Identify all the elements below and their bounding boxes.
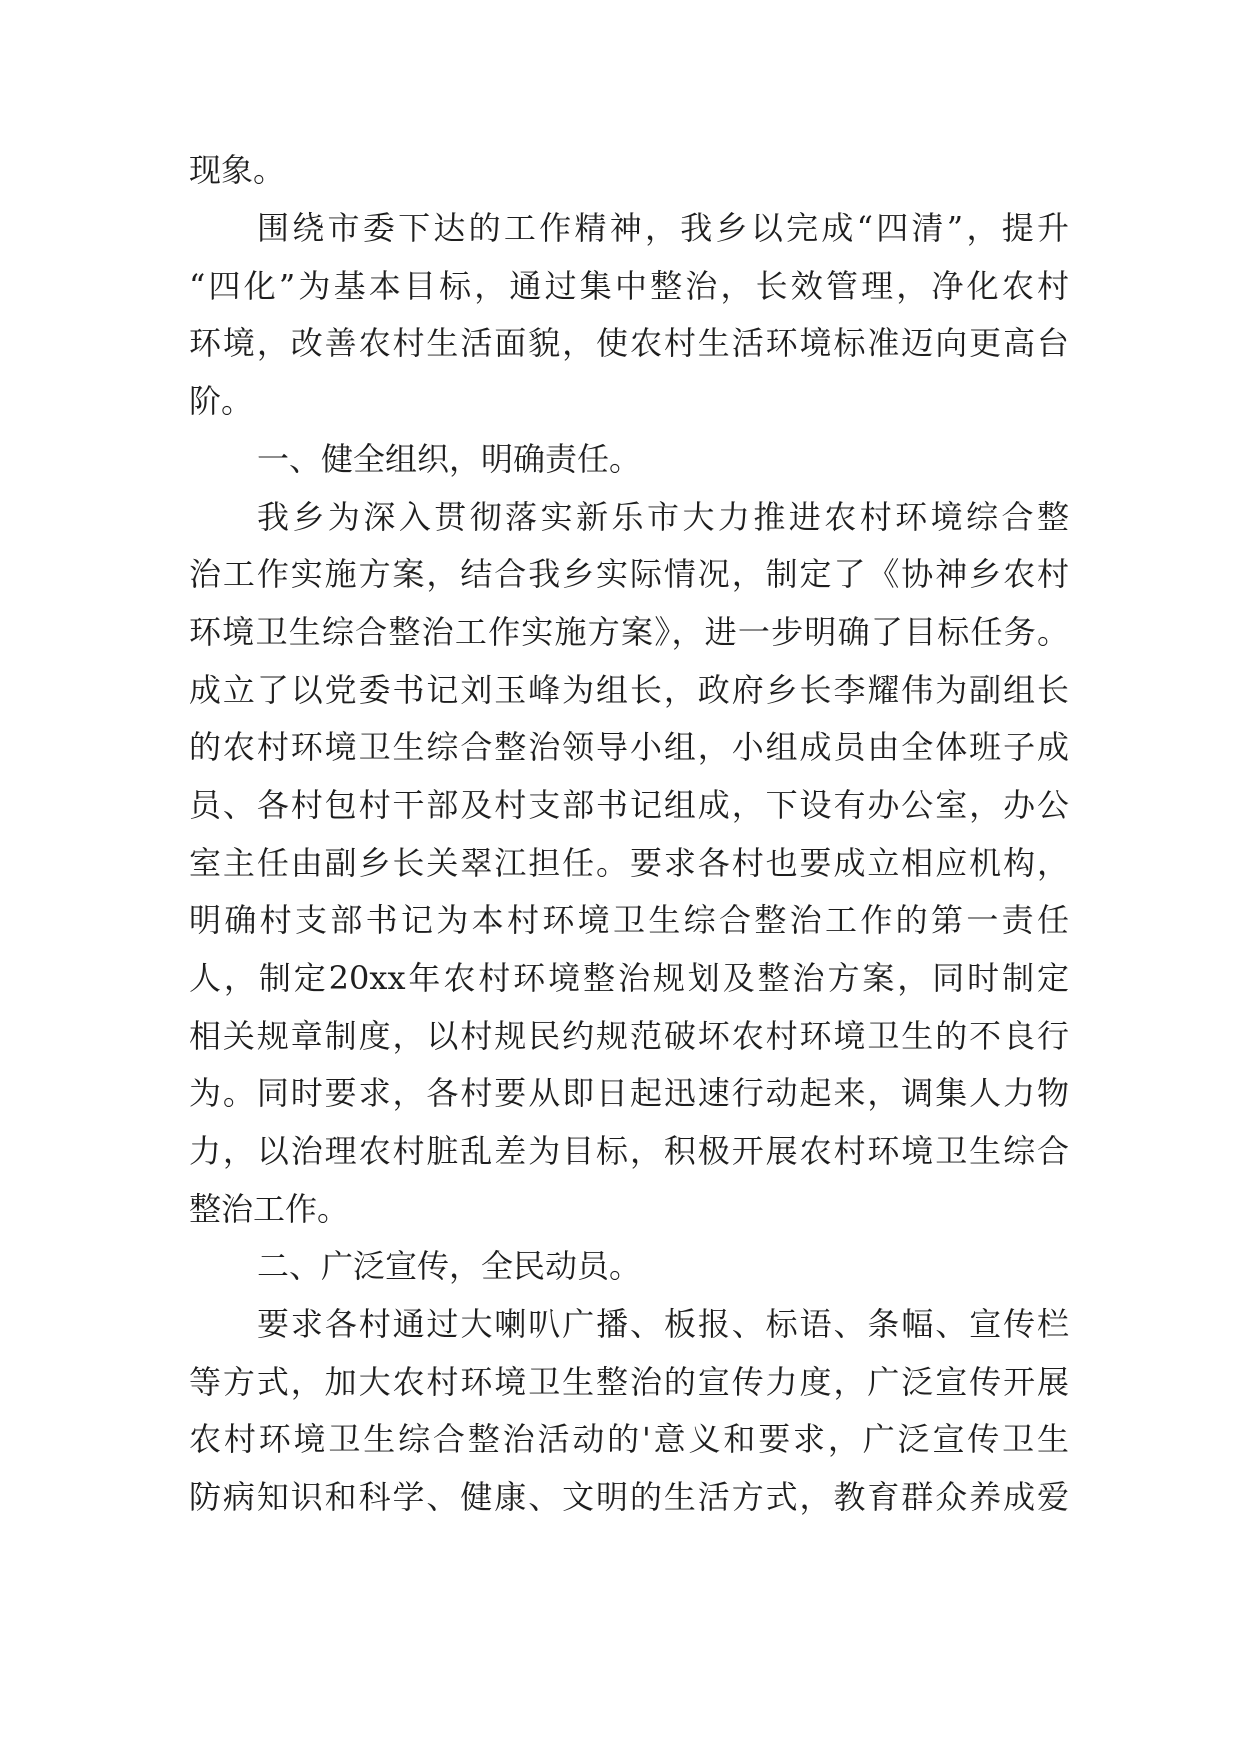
text-line: 环境卫生综合整治工作实施方案》，进一步明确了目标任务。: [189, 613, 1069, 651]
text-line: 阶。: [189, 382, 254, 420]
text-line: 环境，改善农村生活面貌，使农村生活环境标准迈向更高台: [189, 324, 1069, 362]
text-line: “四化”为基本目标，通过集中整治，长效管理，净化农村: [189, 267, 1069, 305]
text-line: 防病知识和科学、健康、文明的生活方式，教育群众养成爱: [189, 1478, 1069, 1516]
text-line: 明确村支部书记为本村环境卫生综合整治工作的第一责任: [189, 901, 1069, 939]
text-line: 整治工作。: [189, 1190, 350, 1228]
text-line: 人，制定20xx年农村环境整治规划及整治方案，同时制定: [189, 959, 1069, 997]
section-heading-2: 二、广泛宣传，全民动员。: [257, 1247, 642, 1285]
section-heading-1: 一、健全组织，明确责任。: [257, 440, 642, 478]
text-line: 相关规章制度，以村规民约规范破坏农村环境卫生的不良行: [189, 1017, 1069, 1055]
text-line: 员、各村包村干部及村支部书记组成，下设有办公室，办公: [189, 786, 1069, 824]
text-line: 农村环境卫生综合整治活动的'意义和要求，广泛宣传卫生: [189, 1420, 1069, 1458]
paragraph-start-line: 要求各村通过大喇叭广播、板报、标语、条幅、宣传栏: [257, 1305, 1069, 1343]
text-line: 的农村环境卫生综合整治领导小组，小组成员由全体班子成: [189, 728, 1069, 766]
text-line: 力，以治理农村脏乱差为目标，积极开展农村环境卫生综合: [189, 1132, 1069, 1170]
paragraph-start-line: 围绕市委下达的工作精神，我乡以完成“四清”，提升: [257, 209, 1069, 247]
text-line: 成立了以党委书记刘玉峰为组长，政府乡长李耀伟为副组长: [189, 671, 1069, 709]
text-line: 治工作实施方案，结合我乡实际情况，制定了《协神乡农村: [189, 555, 1069, 593]
text-line: 现象。: [189, 151, 286, 189]
text-line: 为。同时要求，各村要从即日起迅速行动起来，调集人力物: [189, 1074, 1069, 1112]
text-line: 等方式，加大农村环境卫生整治的宣传力度，广泛宣传开展: [189, 1363, 1069, 1401]
text-line: 室主任由副乡长关翠江担任。要求各村也要成立相应机构，: [189, 844, 1069, 882]
paragraph-start-line: 我乡为深入贯彻落实新乐市大力推进农村环境综合整: [257, 498, 1069, 536]
